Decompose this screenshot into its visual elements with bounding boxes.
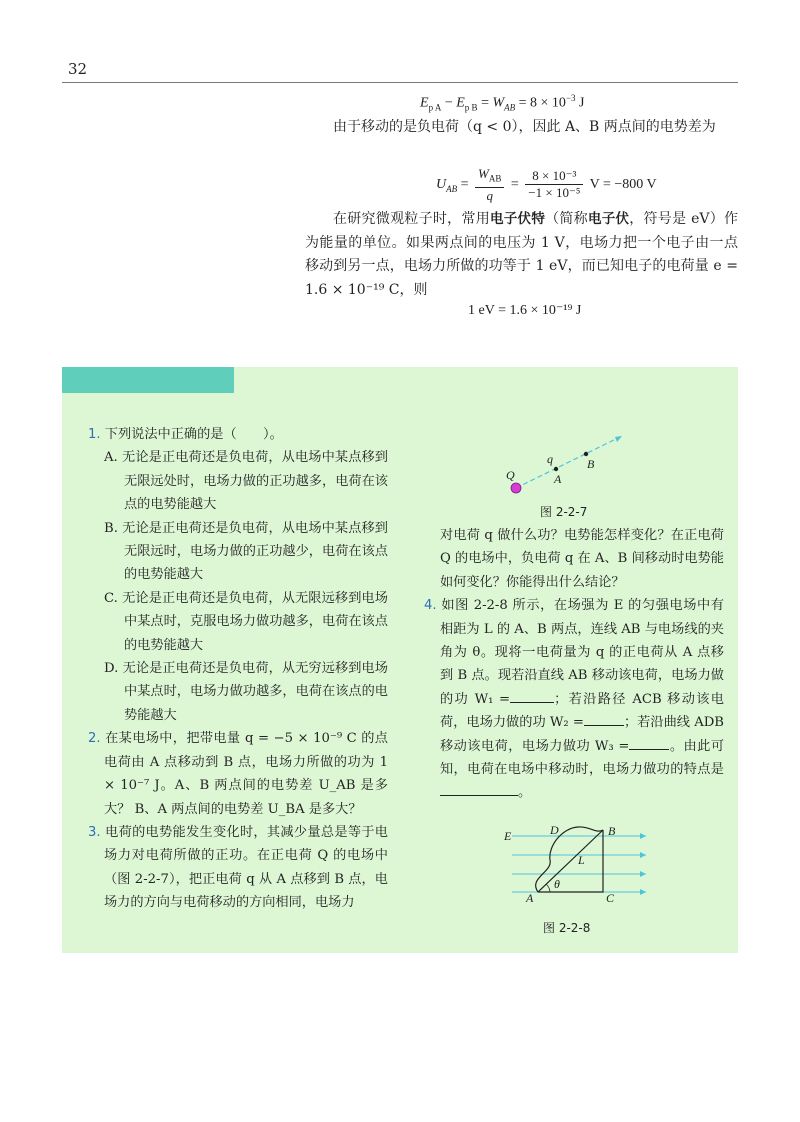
point-A bbox=[554, 467, 558, 471]
question-number: 3. bbox=[88, 824, 101, 840]
charge-Q bbox=[511, 483, 521, 493]
angle-theta bbox=[546, 884, 550, 892]
header-rule bbox=[62, 82, 738, 83]
term-electron-volt-short: 电子伏 bbox=[587, 211, 630, 227]
figure-caption-2-2-7: 图 2-2-7 bbox=[540, 505, 588, 519]
exercise-column-left bbox=[88, 423, 388, 915]
paragraph-negative-charge: 由于移动的是负电荷（q < 0），因此 A、B 两点间的电势差为 bbox=[333, 119, 716, 135]
equation-ev-joule: 1 eV = 1.6 × 10⁻¹⁹ J bbox=[468, 303, 582, 318]
question-3: 3. 电荷的电势能发生变化时，其减少量总是等于电场力对电荷所做的正功。在正电荷 Q 的电场中（图 2-2-7），把正电荷 q 从 A 点移到 B 点，电场力的方向与电荷移动的方向相同，电场力 bbox=[88, 824, 388, 911]
label-E: E bbox=[504, 829, 512, 843]
answer-blank-feature[interactable] bbox=[440, 781, 518, 796]
option-c: C. 无论是正电荷还是负电荷，从无限远移到电场中某点时，克服电场力做功越多，电荷在该点的电势能越大 bbox=[104, 590, 388, 653]
question-3-continued: 对电荷 q 做什么功？电势能怎样变化？在正电荷 Q 的电场中，负电荷 q 在 A、B 间移动时电势能如何变化？你能得出什么结论？ bbox=[440, 528, 724, 590]
question-number: 1. bbox=[88, 427, 101, 442]
arrow-head bbox=[615, 436, 622, 442]
label-B: B bbox=[587, 457, 595, 471]
question-2: 2. 在某电场中，把带电量 q = −5 × 10⁻⁹ C 的点电荷由 A 点移动到 B 点，电场力所做的功为 1 × 10⁻⁷ J。A、B 两点间的电势差 U_AB 是多大？ B、A 两点间的电势差 U_BA 是多大？ bbox=[88, 731, 388, 817]
figure-caption-2-2-8: 图 2-2-8 bbox=[543, 921, 591, 935]
term-electron-volt: 电子伏特 bbox=[490, 211, 546, 227]
label-D: D bbox=[550, 823, 559, 837]
label-A: A bbox=[554, 472, 562, 486]
label-q: q bbox=[547, 452, 553, 466]
figure-2-2-8 bbox=[498, 822, 648, 914]
option-d: D. 无论是正电荷还是负电荷，从无穷远移到电场中某点时，电场力做功越多，电荷在该点的电势能越大 bbox=[104, 661, 388, 723]
label-L: L bbox=[578, 853, 585, 867]
answer-blank-w3[interactable] bbox=[629, 735, 669, 750]
answer-blank-w2[interactable] bbox=[584, 711, 624, 726]
question-1: 1. 下列说法中正确的是（ ）。 bbox=[88, 427, 283, 442]
question-number: 2. bbox=[88, 731, 101, 747]
option-b: B. 无论是正电荷还是负电荷，从电场中某点移到无限远时，电场力做的正功越少，电荷在该点的电势能越大 bbox=[104, 520, 388, 583]
label-A: A bbox=[526, 891, 534, 905]
label-C: C bbox=[606, 891, 615, 905]
option-a: A. 无论是正电荷还是负电荷，从电场中某点移到无限远处时，电场力做的正功越多，电荷在该点的电势能越大 bbox=[104, 450, 388, 513]
field-arrows bbox=[640, 833, 646, 895]
label-Q: Q bbox=[506, 468, 515, 482]
curve-ADB bbox=[536, 827, 603, 892]
segment-AB bbox=[538, 830, 603, 892]
equation-potential-difference: $U_{AB}$ = $\frac{W_{AB}}{q}$ = $\frac{\text{8 × 10⁻³}}{\text{−1 × 10⁻⁵}}$ V = −800 V bbox=[436, 166, 657, 203]
field-line bbox=[516, 436, 622, 488]
label-theta: θ bbox=[554, 877, 560, 891]
page-number: 32 bbox=[68, 60, 88, 78]
equation-energy-difference: $E_{p A} - E_{p B} = W_{AB} = 8 \times 10^{-3}$ J bbox=[420, 93, 585, 113]
question-number: 4. bbox=[424, 598, 437, 614]
figure-2-2-7 bbox=[498, 428, 628, 500]
exercise-column-right bbox=[424, 524, 724, 805]
point-B bbox=[584, 452, 588, 456]
label-B: B bbox=[608, 824, 616, 838]
exercise-tab bbox=[62, 367, 234, 393]
paragraph-electron-volt: 在研究微观粒子时，常用电子伏特（简称电子伏，符号是 eV）作为能量的单位。如果两点间的电压为 1 V，电场力把一个电子由一点移动到另一点，电场力所做的功等于 1 eV，而已知电子的电荷量 e = 1.6 × 10⁻¹⁹ C，则 bbox=[305, 211, 739, 298]
answer-blank-w1[interactable] bbox=[510, 688, 554, 703]
question-4: 4. 如图 2-2-8 所示，在场强为 E 的匀强电场中有相距为 L 的 A、B 两点，连线 AB 与电场线的夹角为 θ。现将一电荷量为 q 的正电荷从 A 点移到 B 点。现若沿直线 AB 移动该电荷，电场力做的功 W₁ = ；若沿路径 ACB 移动该电荷，电场力做的功 W₂ = ；若沿曲线 ADB 移动该电荷，电场力做功 W₃ = 。由此可知，电荷在电场中移动时，电场力做功的特点是。 bbox=[424, 598, 725, 801]
